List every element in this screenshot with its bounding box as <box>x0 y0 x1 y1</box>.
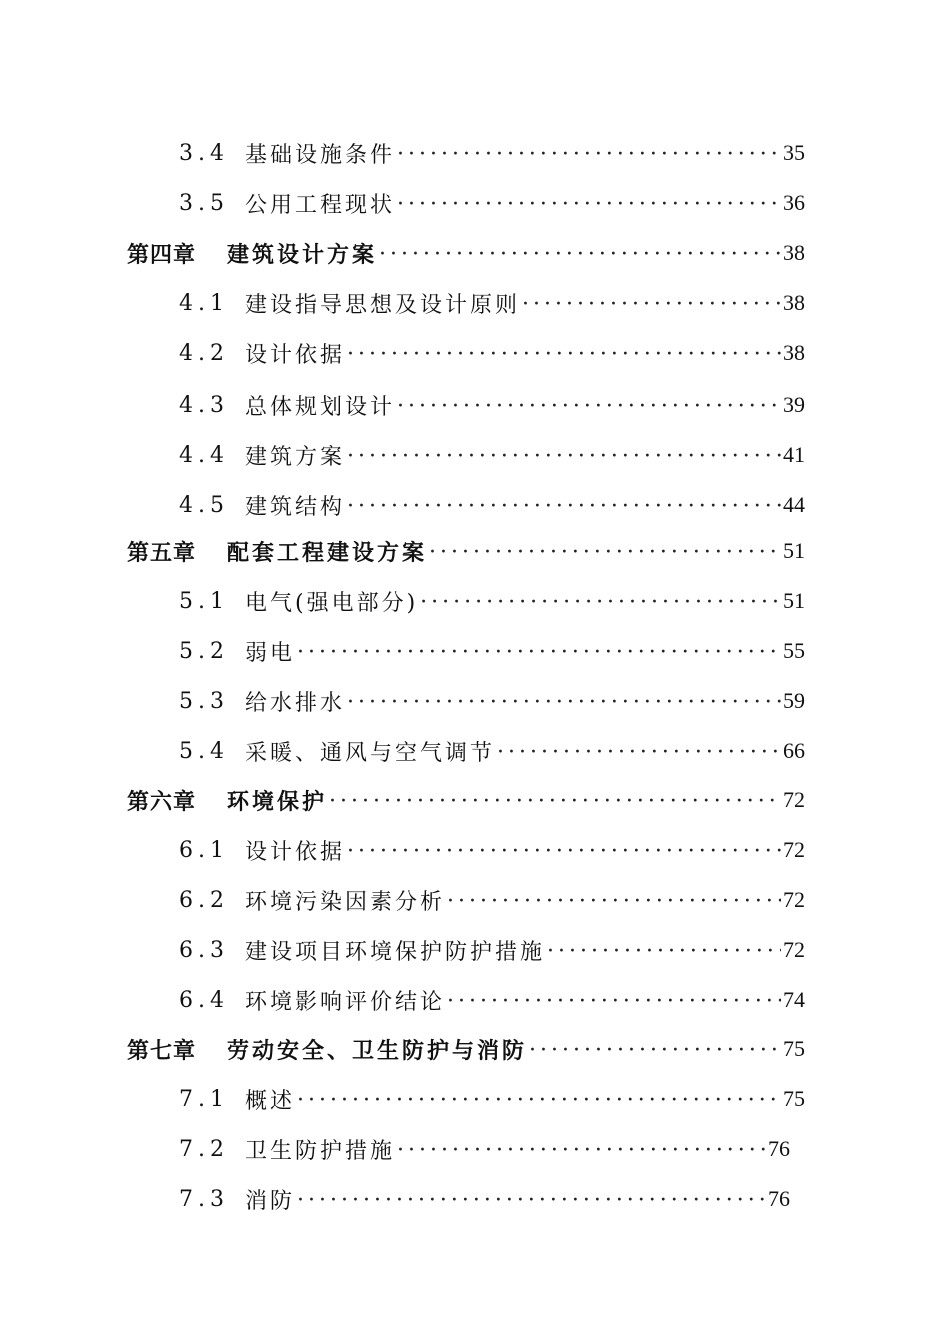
dot-leader <box>397 140 781 167</box>
section-title: 建设指导思想及设计原则 <box>245 292 521 318</box>
chapter-title: 配套工程建设方案 <box>227 539 428 566</box>
page-number: 76 <box>768 1136 790 1161</box>
section-number: 6.2 <box>179 887 229 913</box>
section-title: 设计依据 <box>245 839 346 865</box>
page-number: 74 <box>783 987 805 1012</box>
section-title: 公用工程现状 <box>245 192 396 218</box>
toc-section-row[interactable] <box>179 734 805 768</box>
toc-section-row[interactable] <box>179 684 805 718</box>
dot-leader <box>397 392 781 419</box>
chapter-number: 第五章 <box>127 539 197 566</box>
page-number: 59 <box>783 688 805 713</box>
toc-section-row[interactable] <box>179 833 805 867</box>
section-title: 消防 <box>245 1188 296 1214</box>
section-number: 3.5 <box>179 190 229 216</box>
section-number: 7.1 <box>179 1086 229 1112</box>
page-number: 72 <box>783 937 805 962</box>
section-title: 给水排水 <box>245 690 346 716</box>
section-title: 建设项目环境保护防护措施 <box>245 939 546 965</box>
chapter-number: 第七章 <box>127 1037 197 1064</box>
toc-chapter-row[interactable] <box>127 236 805 270</box>
chapter-number: 第六章 <box>127 788 197 815</box>
page-number: 66 <box>783 738 805 763</box>
section-title: 建筑方案 <box>245 444 346 470</box>
section-number: 4.1 <box>179 290 229 316</box>
dot-leader <box>379 240 781 267</box>
dot-leader <box>297 1186 766 1213</box>
toc-section-row[interactable] <box>179 438 805 472</box>
chapter-title: 环境保护 <box>227 788 328 815</box>
section-number: 5.4 <box>179 738 229 764</box>
section-title: 电气(强电部分) <box>245 590 419 616</box>
toc-chapter-row[interactable] <box>127 783 805 817</box>
dot-leader <box>497 738 781 765</box>
section-title: 总体规划设计 <box>245 394 396 420</box>
section-number: 5.1 <box>179 588 229 614</box>
page-number: 39 <box>783 392 805 417</box>
section-title: 建筑结构 <box>245 494 346 520</box>
dot-leader <box>347 688 781 715</box>
section-title: 设计依据 <box>245 342 346 368</box>
dot-leader <box>329 787 781 814</box>
chapter-title: 建筑设计方案 <box>227 241 378 268</box>
toc-section-row[interactable] <box>179 388 805 422</box>
page-number: 36 <box>783 190 805 215</box>
section-title: 采暖、通风与空气调节 <box>245 740 496 766</box>
section-number: 5.3 <box>179 688 229 714</box>
section-number: 4.2 <box>179 340 229 366</box>
page-number: 55 <box>783 638 805 663</box>
chapter-title: 劳动安全、卫生防护与消防 <box>227 1037 528 1064</box>
dot-leader <box>397 1136 766 1163</box>
dot-leader <box>397 190 781 217</box>
toc-chapter-row[interactable] <box>127 534 805 568</box>
chapter-number: 第四章 <box>127 241 197 268</box>
toc-section-row[interactable] <box>179 634 805 668</box>
section-number: 5.2 <box>179 638 229 664</box>
toc-section-row[interactable] <box>179 488 805 522</box>
section-title: 概述 <box>245 1088 296 1114</box>
page-number: 75 <box>783 1086 805 1111</box>
page-number: 35 <box>783 140 805 165</box>
dot-leader <box>420 588 781 615</box>
section-title: 卫生防护措施 <box>245 1138 396 1164</box>
section-number: 4.4 <box>179 442 229 468</box>
section-number: 7.3 <box>179 1186 229 1212</box>
toc-section-row[interactable] <box>179 286 805 320</box>
dot-leader <box>547 937 781 964</box>
dot-leader <box>447 987 781 1014</box>
section-title: 弱电 <box>245 640 296 666</box>
page-number: 72 <box>783 787 805 812</box>
page-number: 38 <box>783 240 805 265</box>
page-number: 38 <box>783 340 805 365</box>
dot-leader <box>429 538 781 565</box>
dot-leader <box>347 442 781 469</box>
dot-leader <box>347 837 781 864</box>
dot-leader <box>447 887 781 914</box>
section-number: 3.4 <box>179 140 229 166</box>
page-number: 51 <box>783 538 805 563</box>
toc-section-row[interactable] <box>179 584 805 618</box>
page-number: 41 <box>783 442 805 467</box>
section-number: 6.1 <box>179 837 229 863</box>
section-number: 6.3 <box>179 937 229 963</box>
section-title: 基础设施条件 <box>245 142 396 168</box>
page-number: 72 <box>783 887 805 912</box>
section-number: 6.4 <box>179 987 229 1013</box>
page-number: 38 <box>783 290 805 315</box>
toc-section-row[interactable] <box>179 983 805 1017</box>
dot-leader <box>347 340 781 367</box>
section-number: 7.2 <box>179 1136 229 1162</box>
dot-leader <box>297 638 781 665</box>
dot-leader <box>529 1036 781 1063</box>
toc-section-row[interactable] <box>179 1182 790 1216</box>
toc-section-row[interactable] <box>179 1082 805 1116</box>
page-number: 51 <box>783 588 805 613</box>
toc-section-row[interactable] <box>179 136 805 170</box>
section-title: 环境污染因素分析 <box>245 889 446 915</box>
dot-leader <box>522 290 781 317</box>
toc-section-row[interactable] <box>179 1132 790 1166</box>
page-number: 76 <box>768 1186 790 1211</box>
page-number: 44 <box>783 492 805 517</box>
toc-section-row[interactable] <box>179 933 805 967</box>
dot-leader <box>297 1086 781 1113</box>
page-number: 75 <box>783 1036 805 1061</box>
page-number: 72 <box>783 837 805 862</box>
section-number: 4.3 <box>179 392 229 418</box>
toc-section-row[interactable] <box>179 336 805 370</box>
dot-leader <box>347 492 781 519</box>
toc-chapter-row[interactable] <box>127 1032 805 1066</box>
toc-section-row[interactable] <box>179 883 805 917</box>
toc-section-row[interactable] <box>179 186 805 220</box>
section-title: 环境影响评价结论 <box>245 989 446 1015</box>
section-number: 4.5 <box>179 492 229 518</box>
